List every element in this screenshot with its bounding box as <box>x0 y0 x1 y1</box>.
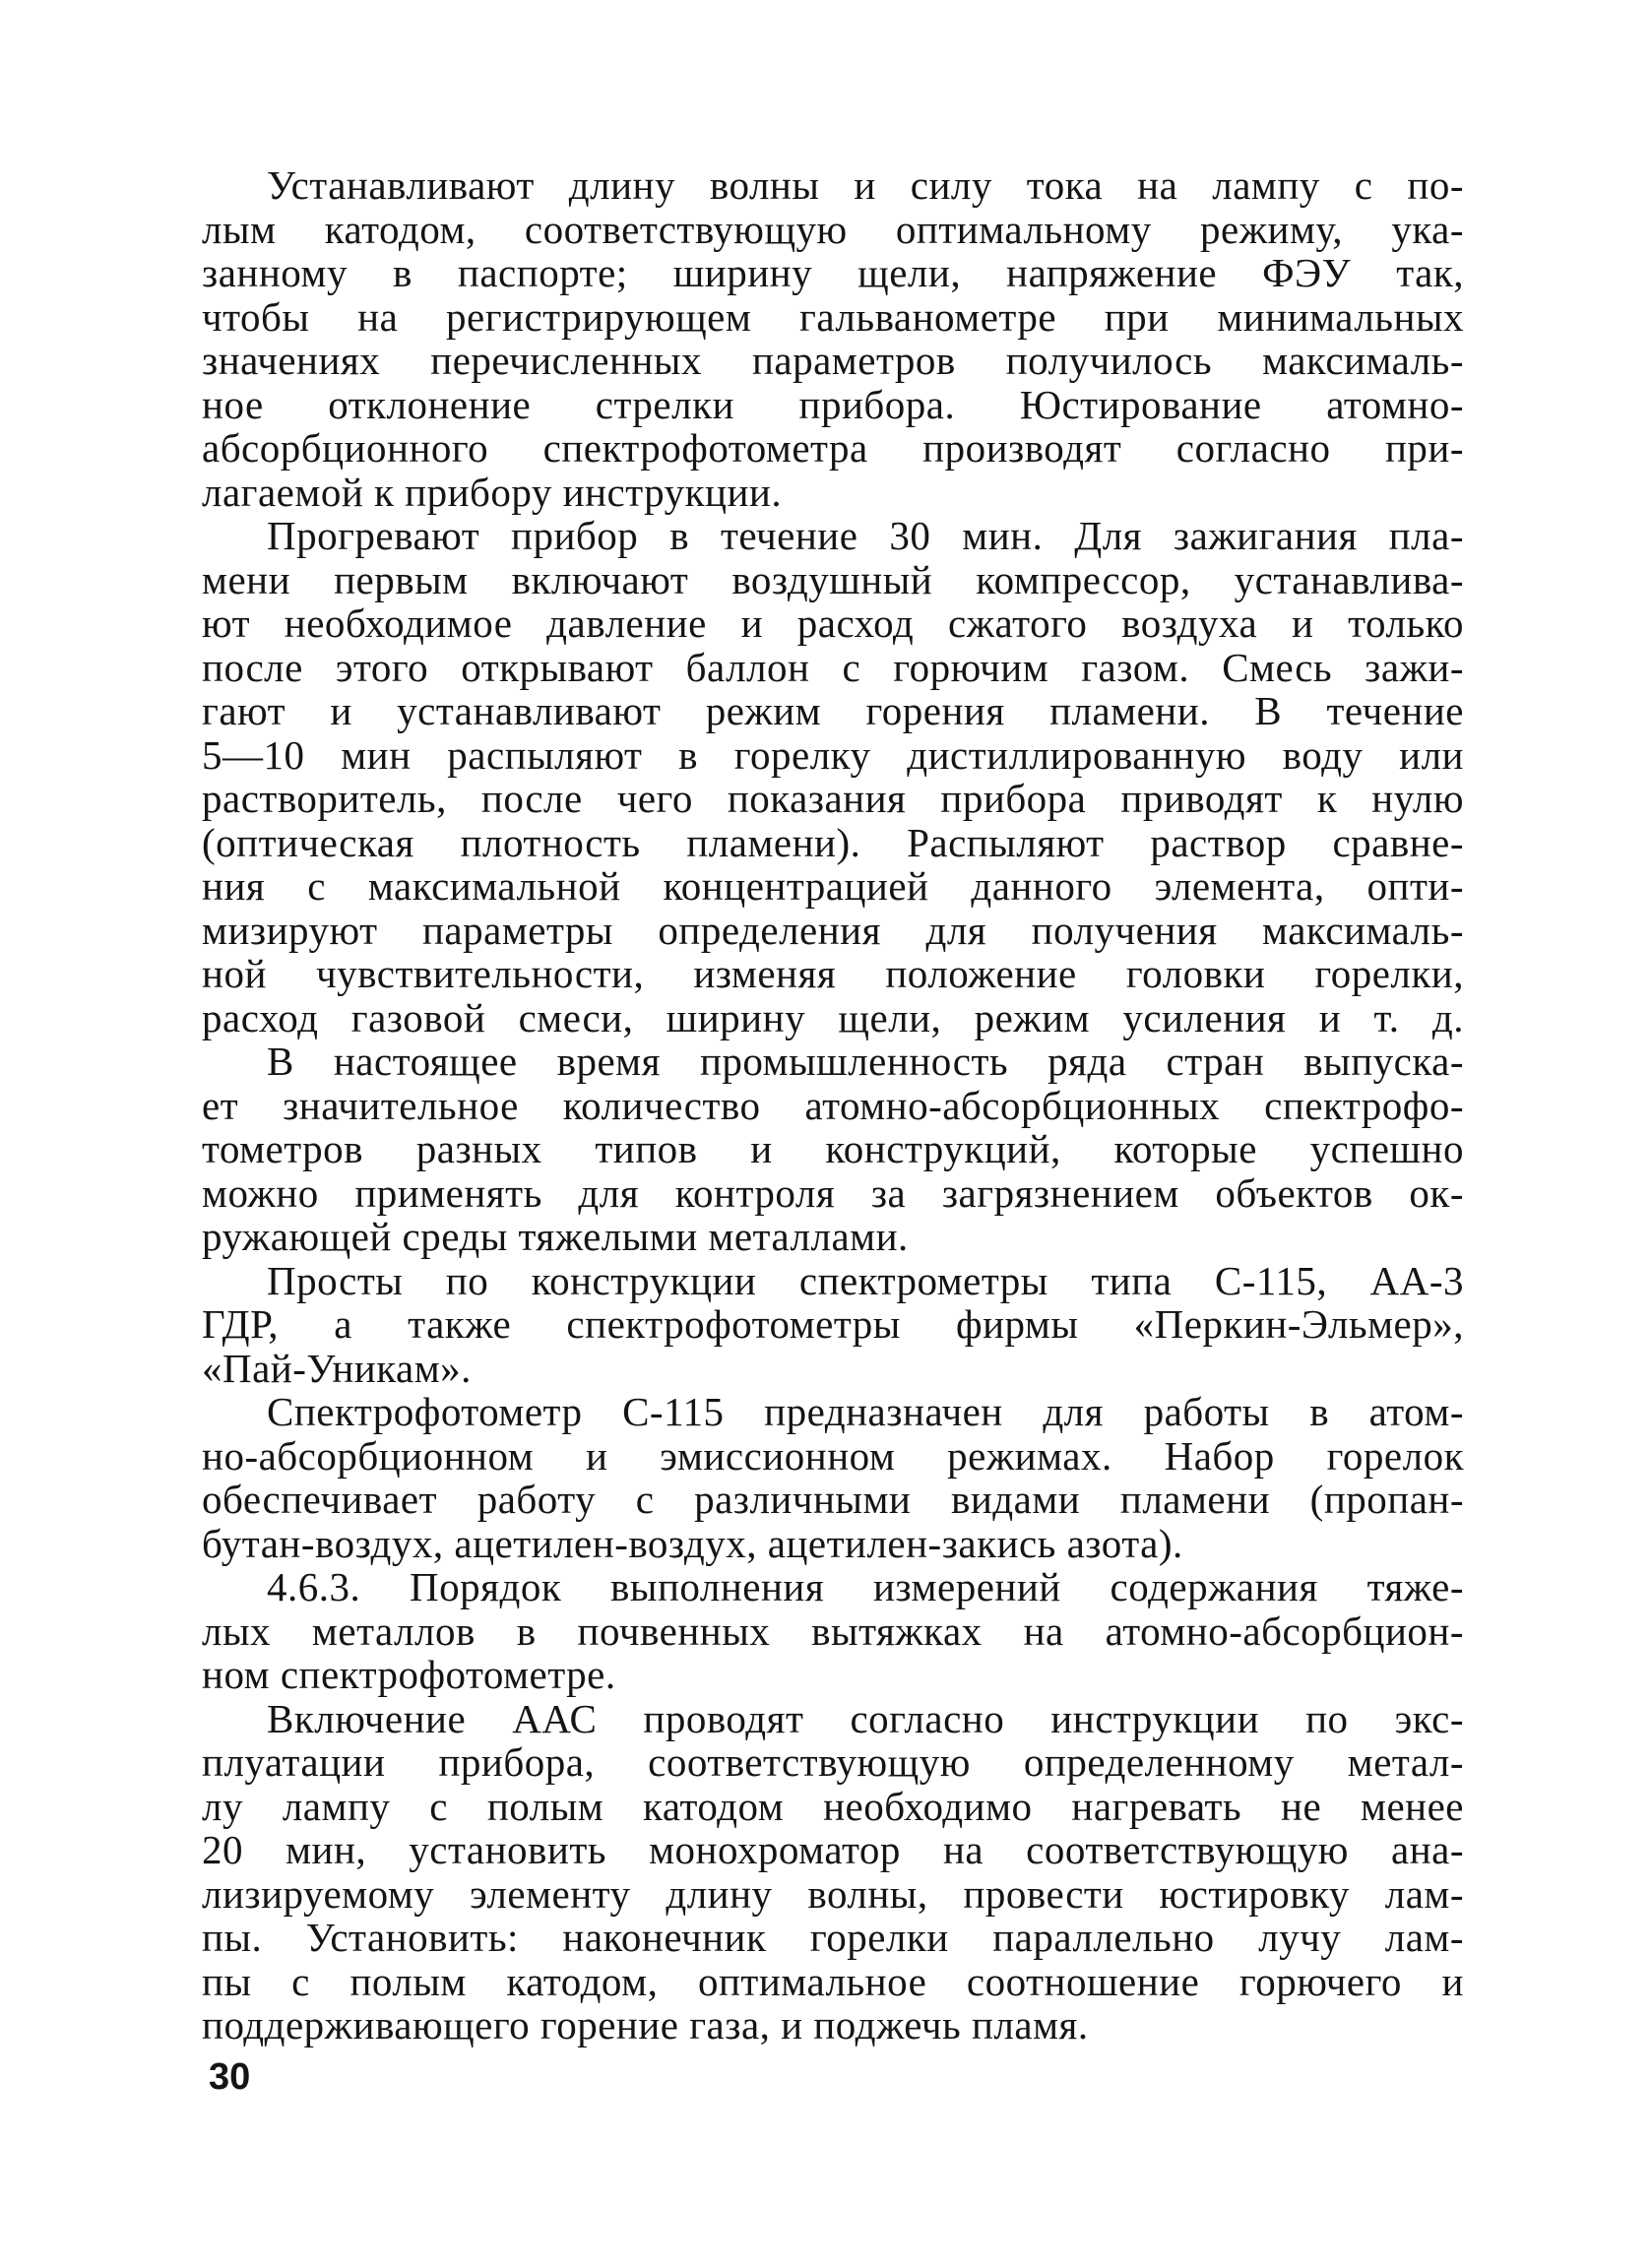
text-line: поддерживающего горение газа, и поджечь пламя. <box>202 2002 1089 2048</box>
text-line: Просты по конструкции спектрометры типа С-115, АА-3 <box>267 1257 1464 1303</box>
text-line: лагаемой к прибору инструкции. <box>202 469 783 515</box>
text-line: можно применять для контроля за загрязнением объектов ок- <box>202 1169 1464 1216</box>
text-line: лым катодом, соответствующую оптимальному режиму, ука- <box>202 206 1464 252</box>
text-line: (оптическая плотность пламени). Распыляют раствор сравне- <box>202 819 1464 865</box>
text-line: мени первым включают воздушный компрессор, устанавлива- <box>202 556 1464 602</box>
paragraph-3 <box>202 1040 1464 1259</box>
text-line: Устанавливают длину волны и силу тока на лампу с по- <box>267 162 1464 208</box>
text-line: ГДР, а также спектрофотометры фирмы «Перкин-Эльмер», <box>202 1301 1464 1347</box>
body-text <box>202 163 1464 2048</box>
text-line: ния с максимальной концентрацией данного элемента, опти- <box>202 863 1464 909</box>
text-line: Прогревают прибор в течение 30 мин. Для зажигания пла- <box>267 513 1464 558</box>
text-line: тометров разных типов и конструкций, которые успешно <box>202 1126 1464 1171</box>
text-line: чтобы на регистрирующем гальванометре при минимальных <box>202 293 1464 340</box>
paragraph-5 <box>202 1390 1464 1565</box>
paragraph-4 <box>202 1259 1464 1391</box>
text-line: ет значительное количество атомно-абсорбционных спектрофо- <box>202 1082 1464 1128</box>
paragraph-2 <box>202 514 1464 1040</box>
text-line: Спектрофотометр С-115 предназначен для работы в атом- <box>267 1389 1464 1434</box>
text-line: ном спектрофотометре. <box>202 1652 616 1697</box>
text-line: бутан-воздух, ацетилен-воздух, ацетилен-закись азота). <box>202 1520 1183 1566</box>
text-line: после этого открывают баллон с горючим газом. Смесь зажи- <box>202 644 1464 690</box>
text-line: пы с полым катодом, оптимальное соотношение горючего и <box>202 1958 1464 2004</box>
text-line: абсорбционного спектрофотометра производят согласно при- <box>202 425 1464 471</box>
text-line: занному в паспорте; ширину щели, напряжение ФЭУ так, <box>202 250 1464 295</box>
text-line: значениях перечисленных параметров получилось максималь- <box>202 338 1464 383</box>
text-line: ное отклонение стрелки прибора. Юстирование атомно- <box>202 381 1464 427</box>
page-number: 30 <box>209 2056 251 2098</box>
text-line: «Пай-Уникам». <box>202 1345 472 1391</box>
text-line: растворитель, после чего показания прибора приводят к нулю <box>202 776 1464 821</box>
text-line: Включение ААС проводят согласно инструкции по экс- <box>267 1695 1464 1741</box>
text-line: 4.6.3. Порядок выполнения измерений содержания тяже- <box>267 1564 1464 1609</box>
text-line: но-абсорбционном и эмиссионном режимах. Набор горелок <box>202 1432 1464 1479</box>
text-line: гают и устанавливают режим горения пламени. В течение <box>202 688 1464 733</box>
paragraph-1 <box>202 163 1464 514</box>
text-line: лизируемому элементу длину волны, провести юстировку лам- <box>202 1870 1464 1917</box>
text-line: лу лампу с полым катодом необходимо нагревать не менее <box>202 1783 1464 1829</box>
text-line: 20 мин, установить монохроматор на соответствующую ана- <box>202 1827 1464 1872</box>
text-line: обеспечивает работу с различными видами пламени (пропан- <box>202 1477 1464 1522</box>
section-heading-4-6-3 <box>202 1565 1464 1697</box>
text-line: пы. Установить: наконечник горелки параллельно лучу лам- <box>202 1915 1464 1960</box>
text-line: В настоящее время промышленность ряда стран выпуска- <box>267 1039 1464 1084</box>
text-line: мизируют параметры определения для получения максималь- <box>202 907 1464 953</box>
text-line: ной чувствительности, изменяя положение головки горелки, <box>202 951 1464 996</box>
text-line: ют необходимое давление и расход сжатого воздуха и только <box>202 600 1464 646</box>
text-line: ружающей среды тяжелыми металлами. <box>202 1214 909 1259</box>
text-line: расход газовой смеси, ширину щели, режим усиления и т. д. <box>202 994 1464 1040</box>
text-line: плуатации прибора, соответствующую определенному метал- <box>202 1739 1464 1785</box>
text-line: 5—10 мин распыляют в горелку дистиллированную воду или <box>202 731 1464 778</box>
text-line: лых металлов в почвенных вытяжках на атомно-абсорбцион- <box>202 1607 1464 1654</box>
paragraph-7 <box>202 1697 1464 2048</box>
